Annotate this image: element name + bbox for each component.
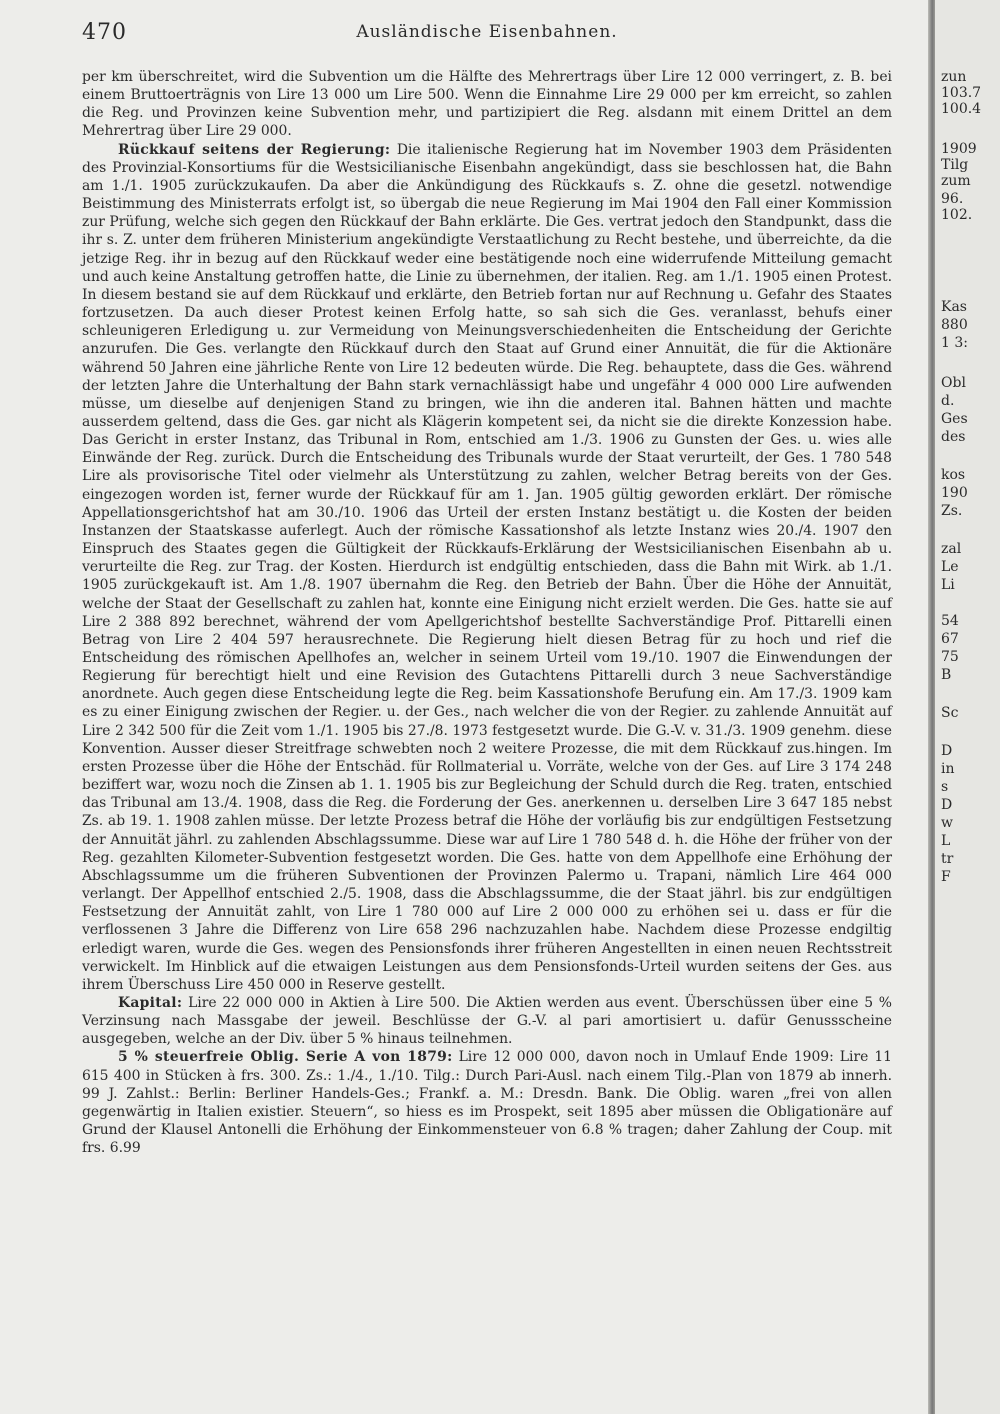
- paragraph-kapital: [82, 994, 892, 1048]
- paragraph-subvention: [82, 68, 892, 141]
- adjacent-page-fragment: w: [941, 815, 953, 831]
- adjacent-page-fragment: Sc: [941, 705, 959, 721]
- adjacent-page-fragment: 1909: [941, 141, 977, 157]
- adjacent-page-fragment: zal: [941, 541, 962, 557]
- adjacent-page-fragment: Li: [941, 577, 955, 593]
- adjacent-page-fragment: Ges: [941, 411, 968, 427]
- adjacent-page-fragment: d.: [941, 393, 955, 409]
- adjacent-page-fragment: 103.7: [941, 85, 982, 101]
- adjacent-page-fragment: D: [941, 797, 953, 813]
- paragraph-text: per km überschreitet, wird die Subvention um die Hälfte des Mehrertrags über Lire 12 000 verringert, z. B. bei einem Bruttoerträgnis von Lire 13 000 um Lire 500. Wenn die Einnahme Lire 29 000 per km erreicht, so zahlen die Reg. und Provinzen keine Subvention mehr, und partizipiert die Reg. alsdann mit einem Drittel an dem Mehrertrag über Lire 29 000.: [82, 69, 892, 140]
- paragraph-text: Lire 22 000 000 in Aktien à Lire 500. Die Aktien werden aus event. Überschüssen über eine 5 % Verzinsung nach Massgabe der jeweil. Beschlüsse der G.-V. al pari amortisiert u. dafür Genussscheine ausgegeben, welche an der Div. über 5 % hinaus teilnehmen.: [82, 994, 892, 1048]
- paragraph-obligationen: [82, 1048, 892, 1157]
- adjacent-page-fragment: 54: [941, 613, 959, 629]
- adjacent-page-edge: [935, 0, 1000, 1414]
- body-text: [82, 68, 892, 1157]
- paragraph-text: Lire 12 000 000, davon noch in Umlauf Ende 1909: Lire 11 615 400 in Stücken à frs. 300. Zs.: 1./4., 1./10. Tilg.: Durch Pari-Ausl. nach einem Tilg.-Plan von 1879 ab innerh. 99 J. Zahlst.: Berlin: Berliner Handels-Ges.; Frankf. a. M.: Dresdn. Bank. Die Oblig. waren „frei von allen gegenwärtig in Italien existier. Steuern“, so hiess es im Prospekt, seit 1895 aber müssen die Obligationäre auf Grund der Klausel Antonelli die Erhöhung der Einkommensteuer von 6.8 % tragen; daher Zahlung der Coup. mit frs. 6.99: [82, 1049, 893, 1157]
- adjacent-page-fragment: Kas: [941, 299, 967, 315]
- adjacent-page-fragment: 100.4: [941, 101, 982, 117]
- adjacent-page-fragment: in: [941, 761, 955, 777]
- adjacent-page-fragment: zun: [941, 69, 967, 85]
- adjacent-page-fragment: 102.: [941, 207, 973, 223]
- adjacent-page-fragment: L: [941, 833, 951, 849]
- adjacent-page-fragment: 67: [941, 631, 959, 647]
- adjacent-page-fragment: 190: [941, 485, 968, 501]
- adjacent-page-fragment: s: [941, 779, 949, 795]
- page-number: 470: [82, 20, 127, 45]
- adjacent-page-fragment: F: [941, 869, 951, 885]
- paragraph-lead: 5 % steuerfreie Oblig. Serie A von 1879:: [118, 1049, 453, 1066]
- page-gutter: [928, 0, 935, 1414]
- paragraph-rueckkauf: [82, 141, 892, 994]
- page-header: [82, 20, 892, 50]
- adjacent-page-fragment: D: [941, 743, 953, 759]
- adjacent-page-fragment: 1 3:: [941, 335, 968, 351]
- adjacent-page-fragment: Tilg: [941, 157, 969, 173]
- adjacent-page-fragment: kos: [941, 467, 966, 483]
- paragraph-text: Die italienische Regierung hat im November 1903 dem Präsidenten des Provinzial-Konsortiums für die Westsicilianische Eisenbahn angekündigt, dass sie beschlossen hat, die Bahn am 1./1. 1905 zurückzukaufen. Da aber die Ankündigung des Rückkaufs s. Z. ohne die gesetzl. notwendige Beistimmung des Ministerrats erfolgt ist, so übergab die neue Regierung im Mai 1904 den Fall einer Kommission zur Prüfung, welche sich gegen den Rückkauf der Bahn erklärte. Die Ges. vertrat jedoch den Standpunkt, dass die ihr s. Z. unter dem früheren Ministerium angekündigte Verstaatlichung zu Recht bestehe, und überreichte, da die jetzige Reg. ihr in bezug auf den Rückkauf weder eine bestätigende noch eine widerrufende Mitteilung gemacht und auch keine Anstaltung getroffen hatte, die Linie zu übernehmen, der italien. Reg. am 1./1. 1905 einen Protest. In diesem bestand sie auf dem Rückkauf und erklärte, den Betrieb fortan nur auf Rechnung u. Gefahr des Staates fortzusetzen. Da auch dieser Protest keinen Erfolg hatte, so sah sich die Ges. veranlasst, behufs einer schleunigeren Erledigung u. zur Vermeidung von Meinungsverschiedenheiten die Entscheidung der Gerichte anzurufen. Die Ges. verlangte den Rückkauf durch den Staat auf Grund einer Annuität, die für die Aktionäre während 50 Jahren eine jährliche Rente von Lire 12 bedeuten würde. Die Reg. behauptete, dass die Ges. während der letzten Jahre die Unterhaltung der Bahn stark vernachlässigt habe und ungefähr 4 000 000 Lire aufwenden müsse, um dieselbe auf denjenigen Stand zu bringen, wie ihn die anderen ital. Bahnen hätten und machte ausserdem geltend, dass die Ges. gar nicht als Klägerin kompetent sei, da nicht sie die direkte Konzession habe. Das Gericht in erster Instanz, das Tribunal in Rom, entschied am 1./3. 1906 zu Gunsten der Ges. u. wies alle Einwände der Reg. zurück. Durch die Entscheidung des Tribunals wurde der Staat verurteilt, der Ges. 1 780 548 Lire als provisorische Titel oder vielmehr als Unterstützung zu zahlen, welcher Betrag bereits von der Ges. eingezogen worden ist, ferner wurde der Rückkauf für am 1. Jan. 1905 gültig geworden erklärt. Der römische Appellationsgerichtshof hat am 30./10. 1906 das Urteil der ersten Instanz bestätigt u. die Kosten der beiden Instanzen der Staatskasse auferlegt. Auch der römische Kassationshof als letzte Instanz wies 20./4. 1907 den Einspruch des Staates gegen die Gültigkeit der Rückkaufs-Erklärung der Westsicilianischen Eisenbahn ab u. verurteilte die Reg. zur Trag. der Kosten. Hierdurch ist endgültig entschieden, dass die Bahn mit Wirk. ab 1./1. 1905 zurückgekauft ist. Am 1./8. 1907 übernahm die Reg. den Betrieb der Bahn. Über die Höhe der Annuität, welche der Staat der Gesellschaft zu zahlen hat, konnte eine Einigung nicht erzielt werden. Die Ges. hatte sie auf Lire 2 388 892 berechnet, während der vom Apellgerichtshof bestellte Sachverständige Prof. Pittarelli einen Betrag von Lire 2 404 597 herausrechnete. Die Regierung hielt diesen Betrag für zu hoch und rief die Entscheidung des römischen Apellhofes an, welcher in seinem Urteil vom 19./10. 1907 die Einwendungen der Regierung für berechtigt hielt und eine Revision des Gutachtens Pittarelli durch 3 neue Sachverständige anordnete. Auch gegen diese Entscheidung legte die Reg. beim Kassationshofe Berufung ein. Am 17./3. 1909 kam es zu einer Einigung zwischen der Regier. u. der Ges., nach welcher die von der Regier. zu zahlende Annuität auf Lire 2 342 500 für die Zeit vom 1./1. 1905 bis 27./8. 1973 festgesetzt wurde. Die G.-V. v. 31./3. 1909 genehm. diese Konvention. Ausser dieser Streitfrage schwebten noch 2 weitere Prozesse, die mit dem Rückkauf zus.hingen. Im ersten Prozesse über die Höhe der Entschäd. für Rollmaterial u. Vorräte, welche von der Ges. auf Lire 3 174 248 beziffert war, wozu noch die Zinsen ab 1. 1. 1905 bis zur Begleichung der Schuld durch die Reg. traten, entschied das Tribunal am 13./4. 1908, dass die Reg. die Forderung der Ges. anerkennen u. derselben Lire 3 647 185 nebst Zs. ab 19. 1. 1908 zahlen müsse. Der letzte Prozess betraf die Höhe der vorläufig bis zur endgültigen Festsetzung der Annuität jährl. zu zahlenden Abschlagssumme. Diese war auf Lire 1 780 548 d. h. die Höhe der früher von der Reg. gezahlten Kilometer-Subvention festgesetzt worden. Die Ges. hatte von dem Appellhofe eine Erhöhung der Abschlagssumme um die früheren Subventionen der Provinzen Palermo u. Trapani, nämlich Lire 464 000 verlangt. Der Appellhof entschied 2./5. 1908, dass die Abschlagssumme, die der Staat jährl. bis zur endgültigen Festsetzung der Annuität zahlt, von Lire 1 780 000 auf Lire 2 000 000 zu erhöhen sei u. dass er für die verflossenen 3 Jahre die Differenz von Lire 658 296 nachzuzahlen habe. Nachdem diese Prozesse endgiltig erledigt waren, wurde die Ges. wegen des Pensionsfonds ihrer früheren Angestellten in einen neuen Rechtsstreit verwickelt. Im Hinblick auf die etwaigen Leistungen aus dem Pensionsfonds-Urteil wurden seitens der Ges. aus ihrem Überschuss Lire 450 000 in Reserve gestellt.: [82, 141, 892, 993]
- adjacent-page-fragment: B: [941, 667, 952, 683]
- adjacent-page-fragment: 75: [941, 649, 959, 665]
- adjacent-page-fragment: 96.: [941, 191, 964, 207]
- adjacent-page-fragment: Zs.: [941, 503, 963, 519]
- adjacent-page-fragment: Le: [941, 559, 959, 575]
- adjacent-page-fragment: zum: [941, 173, 971, 189]
- adjacent-page-fragment: tr: [941, 851, 954, 867]
- adjacent-page-fragment: Obl: [941, 375, 966, 391]
- adjacent-page-fragment: des: [941, 429, 966, 445]
- running-head: Ausländische Eisenbahnen.: [356, 22, 618, 42]
- adjacent-page-fragment: 880: [941, 317, 968, 333]
- paragraph-lead: Kapital:: [118, 994, 183, 1011]
- paragraph-lead: Rückkauf seitens der Regierung:: [118, 141, 391, 158]
